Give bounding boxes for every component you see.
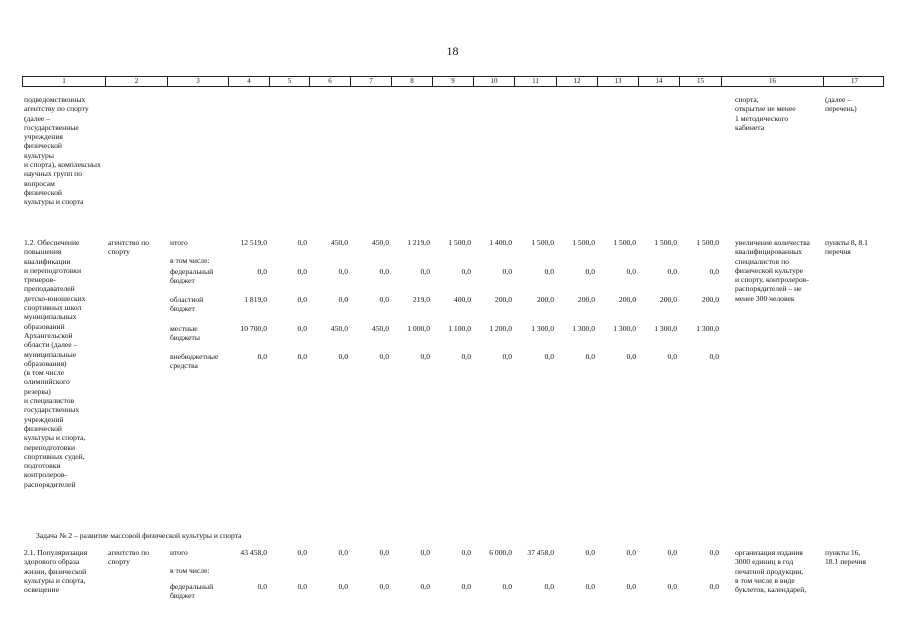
row-2-1-value-1-1: 0,0: [297, 582, 307, 591]
row-1-2-value-0-6: 1 400,0: [489, 238, 512, 247]
row-1-2-source-0: итого: [170, 238, 188, 247]
row-2-1-value-0-9: 0,0: [626, 548, 636, 557]
row-2-1-value-1-5: 0,0: [461, 582, 471, 591]
row-1-2-value-2-8: 200,0: [577, 295, 595, 304]
row-1-2-value-3-2: 450,0: [330, 323, 348, 333]
column-number-2: 2: [106, 77, 168, 86]
row-1-2-value-0-1: 0,0: [297, 238, 307, 247]
row-1-2-value-1-6: 0,0: [502, 266, 512, 276]
row-1-2-value-2-1: 0,0: [297, 295, 307, 304]
row-1-2-value-0-5: 1 500,0: [448, 238, 471, 247]
row-1-2-note: пункты 8, 8.1 перечня: [825, 238, 868, 257]
row-1-2-value-4-10: 0,0: [667, 352, 677, 361]
row-2-1-value-0-10: 0,0: [667, 548, 677, 557]
row-1-2-value-4-2: 0,0: [338, 352, 348, 361]
column-number-16: 16: [722, 77, 824, 86]
row-2-1-value-0-4: 0,0: [420, 548, 430, 557]
row-1-2-value-1-1: 0,0: [297, 266, 307, 276]
row-2-1-value-0-5: 0,0: [461, 548, 471, 557]
column-number-7: 7: [351, 77, 392, 86]
row-2-1-value-0-11: 0,0: [709, 548, 719, 557]
row-1-2-value-2-2: 0,0: [338, 295, 348, 304]
row-1-2-value-0-10: 1 500,0: [654, 238, 677, 247]
row-2-1-value-0-1: 0,0: [297, 548, 307, 557]
row-2-1-value-0-7: 37 458,0: [527, 548, 554, 557]
column-number-13: 13: [598, 77, 639, 86]
column-number-3: 3: [168, 77, 229, 86]
row-1-2-value-0-2: 450,0: [330, 238, 348, 247]
page-number: 18: [446, 44, 459, 58]
row-1-2-value-1-8: 0,0: [585, 266, 595, 276]
row-2-1-note: пункты 16, 18.1 перечня: [825, 548, 866, 567]
row-1-2-value-3-7: 1 300,0: [531, 323, 554, 333]
column-number-9: 9: [433, 77, 474, 86]
row-2-1-name: 2.1. Популяризация здорового образа жизни, физической культуры и спорта, освещение: [24, 548, 88, 595]
column-number-8: 8: [392, 77, 433, 86]
row-2-1-value-0-2: 0,0: [338, 548, 348, 557]
row-1-2-value-4-9: 0,0: [626, 352, 636, 361]
row-1-2-value-1-4: 0,0: [420, 266, 430, 276]
row-1-2-value-4-5: 0,0: [461, 352, 471, 361]
continuation-col16: спорта, открытие не менее 1 методического кабинета: [735, 95, 796, 132]
row-1-2-value-0-11: 1 500,0: [696, 238, 719, 247]
row-2-1-value-1-7: 0,0: [544, 582, 554, 591]
row-1-2-value-0-0: 12 519,0: [240, 238, 267, 247]
row-1-2-executor: агентство по спорту: [108, 238, 150, 257]
row-2-1-value-1-8: 0,0: [585, 582, 595, 591]
row-1-2-value-0-3: 450,0: [371, 238, 389, 247]
row-2-1-value-0-3: 0,0: [379, 548, 389, 557]
column-number-12: 12: [557, 77, 598, 86]
row-1-2-value-2-7: 200,0: [536, 295, 554, 304]
row-1-2-name: 1.2. Обеспечение повышения квалификации и переподготовки тренеров- преподавателей детско-юношеских спортивных школ муниципальных образований Архангельской области (далее – муниципальные образования) (в том числе олимпийского резерва) и специалистов государственных учреждений физической культуры и спорта, переподготовки спортивных судей, подготовки контролеров- распорядителей: [24, 238, 86, 489]
column-number-4: 4: [229, 77, 270, 86]
row-1-2-value-2-10: 200,0: [659, 295, 677, 304]
row-2-1-value-1-9: 0,0: [626, 582, 636, 591]
row-2-1-value-1-3: 0,0: [379, 582, 389, 591]
row-1-2-value-3-0: 10 700,0: [240, 323, 267, 333]
continuation-col17: (далее – перечень): [825, 95, 857, 114]
task-2-heading: Задача № 2 – развитие массовой физической культуры и спорта: [36, 531, 242, 540]
row-1-2-source-2: областной бюджет: [170, 295, 204, 314]
row-1-2-value-3-11: 1 300,0: [696, 323, 719, 333]
row-1-2-value-4-8: 0,0: [585, 352, 595, 361]
row-1-2-value-2-0: 1 819,0: [244, 295, 267, 304]
row-2-1-value-1-0: 0,0: [257, 582, 267, 591]
row-1-2-subheading-0: в том числе:: [170, 256, 210, 265]
row-1-2-result: увеличение количества квалифицированных специалистов по физической культуре и спорту, контролеров- распорядителей – не менее 300 человек: [735, 238, 810, 303]
row-1-2-value-1-3: 0,0: [379, 266, 389, 276]
row-2-1-value-1-4: 0,0: [420, 582, 430, 591]
row-2-1-executor: агентство по спорту: [108, 548, 150, 567]
row-1-2-value-3-1: 0,0: [297, 323, 307, 333]
column-number-15: 15: [680, 77, 722, 86]
row-2-1-source-0: итого: [170, 548, 188, 557]
row-2-1-value-0-0: 43 458,0: [240, 548, 267, 557]
row-1-2-value-2-5: 400,0: [453, 295, 471, 304]
row-2-1-value-1-6: 0,0: [502, 582, 512, 591]
row-1-2-value-1-10: 0,0: [667, 266, 677, 276]
row-2-1-value-0-8: 0,0: [585, 548, 595, 557]
row-1-2-value-4-6: 0,0: [502, 352, 512, 361]
row-1-2-value-0-4: 1 219,0: [407, 238, 430, 247]
row-1-2-value-2-11: 200,0: [701, 295, 719, 304]
row-2-1-value-1-10: 0,0: [667, 582, 677, 591]
row-1-2-value-4-1: 0,0: [297, 352, 307, 361]
row-2-1-value-1-11: 0,0: [709, 582, 719, 591]
column-number-6: 6: [310, 77, 351, 86]
continuation-col1: подведомственных агентству по спорту (далее – государственные учреждения физической культуры и спорта), комплексных научных групп по вопросам физической культуры и спорта: [24, 95, 101, 207]
column-number-17: 17: [851, 77, 858, 85]
column-number-header: [22, 76, 884, 87]
row-1-2-value-2-9: 200,0: [618, 295, 636, 304]
row-1-2-value-0-9: 1 500,0: [613, 238, 636, 247]
row-1-2-value-3-10: 1 300,0: [654, 323, 677, 333]
row-1-2-value-4-3: 0,0: [379, 352, 389, 361]
row-2-1-value-0-6: 6 000,0: [489, 548, 512, 557]
row-1-2-source-4: внебюджетные средства: [170, 352, 219, 371]
row-1-2-value-0-7: 1 500,0: [531, 238, 554, 247]
row-1-2-value-4-11: 0,0: [709, 352, 719, 361]
column-number-14: 14: [639, 77, 680, 86]
row-1-2-value-1-11: 0,0: [709, 266, 719, 276]
row-1-2-value-2-3: 0,0: [379, 295, 389, 304]
row-1-2-value-0-8: 1 500,0: [572, 238, 595, 247]
row-1-2-value-3-6: 1 200,0: [489, 323, 512, 333]
row-1-2-value-4-0: 0,0: [257, 352, 267, 361]
column-number-1: 1: [23, 77, 106, 86]
row-1-2-value-2-6: 200,0: [494, 295, 512, 304]
row-1-2-value-3-5: 1 100,0: [448, 323, 471, 333]
row-1-2-source-1: федеральный бюджет: [170, 266, 214, 285]
row-2-1-result: организация издания 3000 единиц в год печатной продукции, в том числе в виде буклетов, календарей,: [735, 548, 807, 595]
row-2-1-value-1-2: 0,0: [338, 582, 348, 591]
row-1-2-value-1-5: 0,0: [461, 266, 471, 276]
row-1-2-value-1-2: 0,0: [338, 266, 348, 276]
row-2-1-subheading-0: в том числе:: [170, 566, 210, 575]
row-1-2-value-1-9: 0,0: [626, 266, 636, 276]
row-1-2-value-3-4: 1 000,0: [407, 323, 430, 333]
row-1-2-value-4-4: 0,0: [420, 352, 430, 361]
row-1-2-source-3: местные бюджеты: [170, 323, 200, 342]
row-1-2-value-2-4: 219,0: [412, 295, 430, 304]
column-number-10: 10: [474, 77, 515, 86]
row-1-2-value-3-9: 1 300,0: [613, 323, 636, 333]
row-1-2-value-3-3: 450,0: [371, 323, 389, 333]
column-number-11: 11: [515, 77, 557, 86]
row-2-1-source-1: федеральный бюджет: [170, 582, 214, 601]
row-1-2-value-1-7: 0,0: [544, 266, 554, 276]
row-1-2-value-3-8: 1 300,0: [572, 323, 595, 333]
row-1-2-value-1-0: 0,0: [257, 266, 267, 276]
column-number-5: 5: [270, 77, 310, 86]
row-1-2-value-4-7: 0,0: [544, 352, 554, 361]
